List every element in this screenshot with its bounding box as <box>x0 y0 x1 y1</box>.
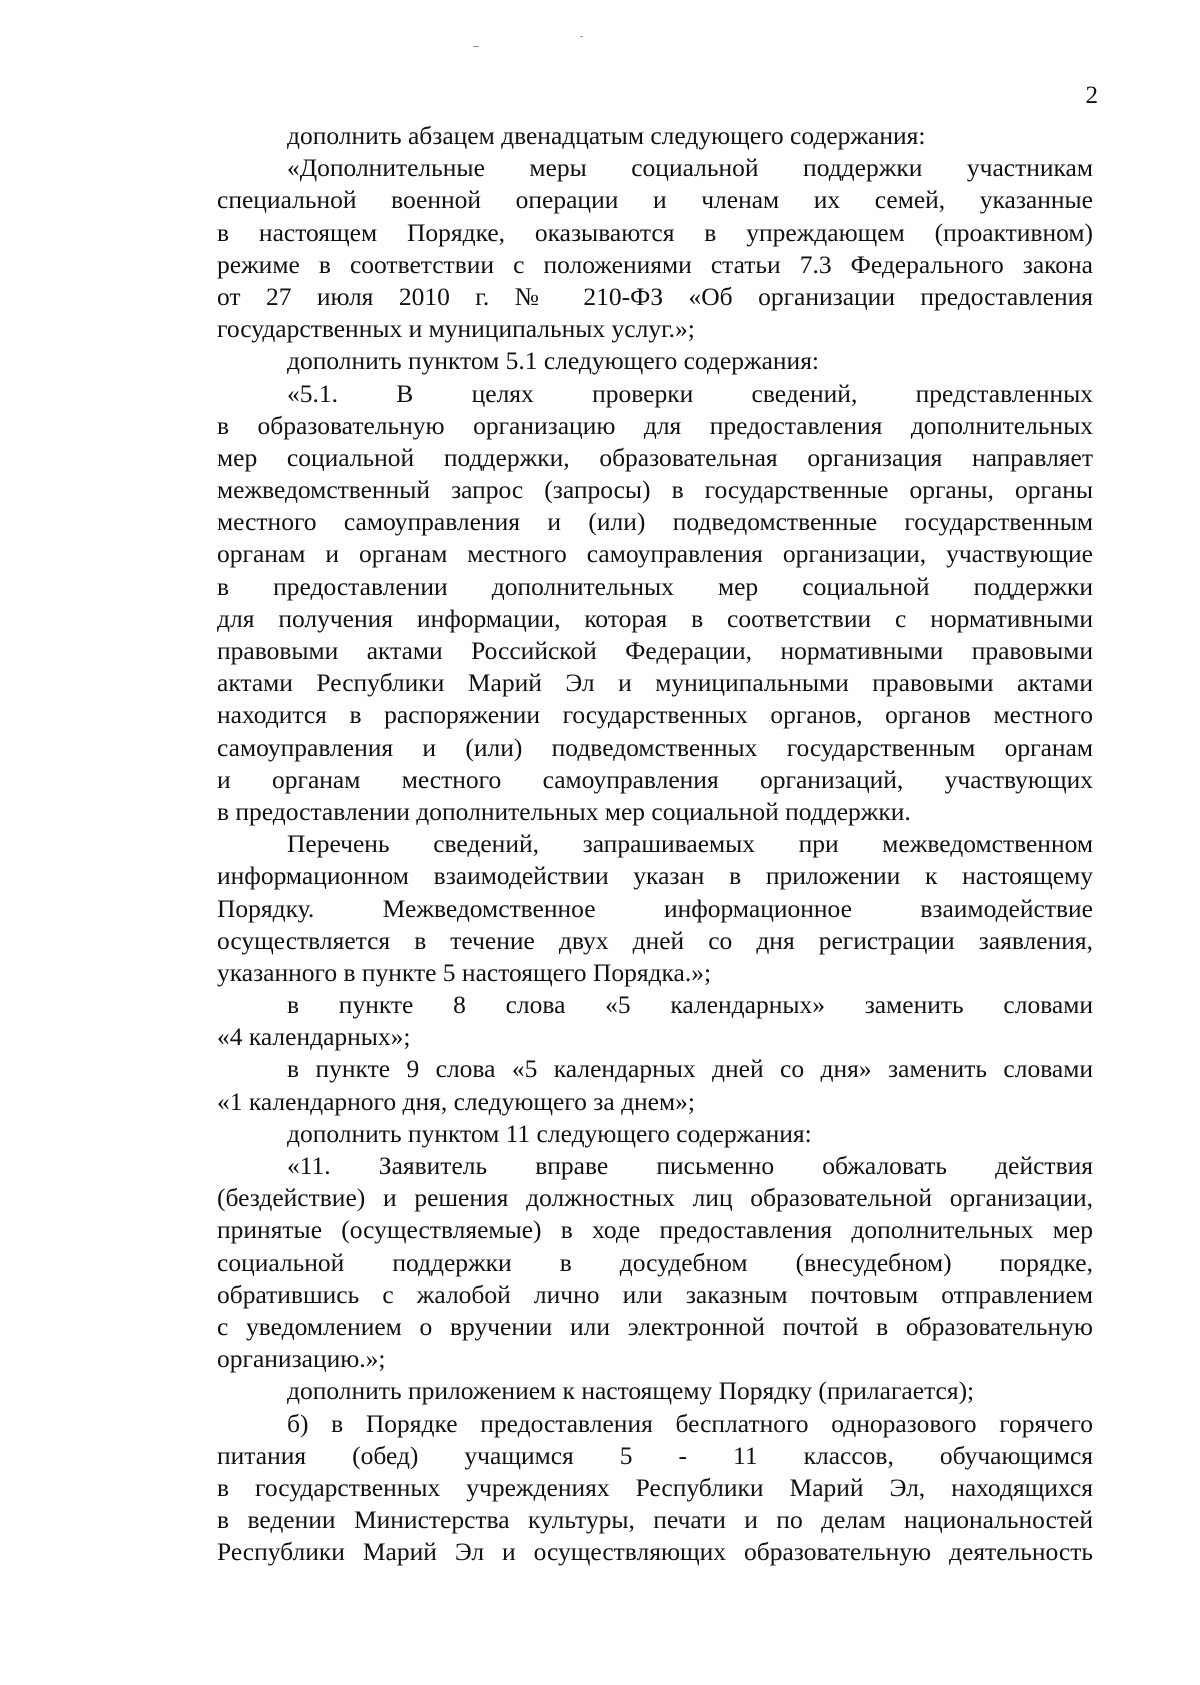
page-number: 2 <box>1085 82 1098 109</box>
text-line: в предоставлении дополнительных мер социальной поддержки. <box>217 796 911 826</box>
text-line: питания (обед) учащимся 5 - 11 классов, обучающимся <box>217 1440 1093 1470</box>
text-line: дополнить приложением к настоящему Порядку (прилагается); <box>287 1376 975 1406</box>
text-line: в предоставлении дополнительных мер социальной поддержки <box>217 571 1093 601</box>
text-line: осуществляется в течение двух дней со дня регистрации заявления, <box>217 925 1093 955</box>
text-line: информационном взаимодействии указан в приложении к настоящему <box>217 861 1093 891</box>
text-line: б) в Порядке предоставления бесплатного одноразового горячего <box>287 1408 1093 1438</box>
text-line: в настоящем Порядке, оказываются в упреждающем (проактивном) <box>217 217 1093 247</box>
text-line: межведомственный запрос (запросы) в государственные органы, органы <box>217 475 1093 505</box>
text-line: «Дополнительные меры социальной поддержки участникам <box>287 153 1093 183</box>
text-line: обратившись с жалобой лично или заказным почтовым отправлением <box>217 1279 1093 1309</box>
text-line: «5.1. В целях проверки сведений, представленных <box>287 378 1093 408</box>
text-line: актами Республики Марий Эл и муниципальными правовыми актами <box>217 668 1093 698</box>
text-line: организацию.»; <box>217 1344 386 1374</box>
text-line: указанного в пункте 5 настоящего Порядка.»; <box>217 957 712 987</box>
text-line: «1 календарного дня, следующего за днем»; <box>217 1086 695 1116</box>
scan-speck <box>473 46 479 47</box>
text-line: в пункте 9 слова «5 календарных дней со дня» заменить словами <box>287 1054 1093 1084</box>
text-line: в государственных учреждениях Республики Марий Эл, находящихся <box>217 1472 1093 1502</box>
text-line: и органам местного самоуправления организаций, участвующих <box>217 764 1093 794</box>
text-line: в ведении Министерства культуры, печати и по делам национальностей <box>217 1505 1093 1535</box>
text-line: находится в распоряжении государственных органов, органов местного <box>217 700 1093 730</box>
text-line: Порядку. Межведомственное информационное взаимодействие <box>217 893 1093 923</box>
text-line: для получения информации, которая в соответствии с нормативными <box>217 603 1093 633</box>
text-line: специальной военной операции и членам их семей, указанные <box>217 185 1093 215</box>
text-line: в образовательную организацию для предоставления дополнительных <box>217 410 1093 440</box>
text-line: государственных и муниципальных услуг.»; <box>217 314 695 344</box>
text-line: дополнить абзацем двенадцатым следующего содержания: <box>287 121 926 150</box>
text-line: (бездействие) и решения должностных лиц образовательной организации, <box>217 1183 1093 1213</box>
text-line: местного самоуправления и (или) подведомственные государственным <box>217 507 1093 537</box>
text-line: «11. Заявитель вправе письменно обжаловать действия <box>287 1151 1093 1180</box>
text-line: в пункте 8 слова «5 календарных» заменить словами <box>287 990 1093 1020</box>
text-line: Перечень сведений, запрашиваемых при межведомственном <box>287 829 1093 859</box>
text-line: от 27 июля 2010 г. № 210-ФЗ «Об организации предоставления <box>217 281 1093 311</box>
text-line: дополнить пунктом 5.1 следующего содержания: <box>287 346 820 376</box>
text-line: социальной поддержки в досудебном (внесудебном) порядке, <box>217 1247 1093 1277</box>
document-body <box>217 120 1093 1568</box>
text-line: принятые (осуществляемые) в ходе предоставления дополнительных мер <box>217 1215 1093 1245</box>
text-line: дополнить пунктом 11 следующего содержания: <box>287 1118 812 1148</box>
text-line: режиме в соответствии с положениями статьи 7.3 Федерального закона <box>217 249 1093 279</box>
text-line: правовыми актами Российской Федерации, нормативными правовыми <box>217 636 1093 665</box>
scan-speck <box>580 36 583 37</box>
text-line: Республики Марий Эл и осуществляющих образовательную деятельность <box>217 1537 1093 1567</box>
text-line: «4 календарных»; <box>217 1022 411 1052</box>
text-line: мер социальной поддержки, образовательная организация направляет <box>217 442 1093 472</box>
text-line: с уведомлением о вручении или электронной почтой в образовательную <box>217 1311 1093 1341</box>
text-line: органам и органам местного самоуправления организации, участвующие <box>217 539 1093 569</box>
text-line: самоуправления и (или) подведомственных государственным органам <box>217 732 1093 762</box>
